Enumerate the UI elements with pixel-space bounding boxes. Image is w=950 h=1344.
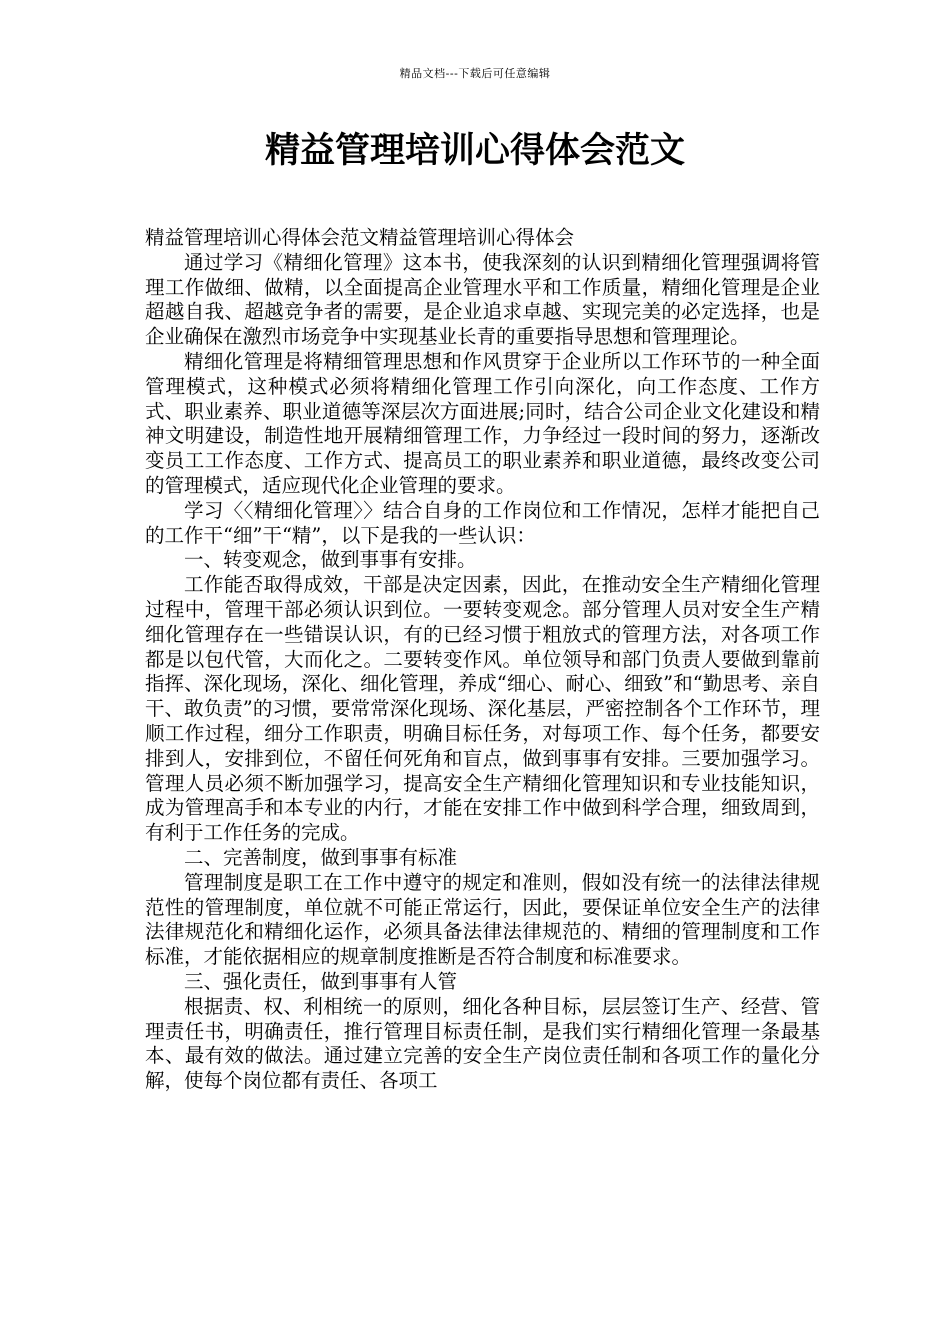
subtitle-paragraph: 精益管理培训心得体会范文精益管理培训心得体会 (145, 226, 575, 249)
body-paragraph: 精细化管理是将精细管理思想和作风贯穿于企业所以工作环节的一种全面管理模式，这种模式必须将精细化管理工作引向深化，向工作态度、工作方式、职业素养、职业道德等深层次方面进展;同时，结合公司企业文化建设和精神文明建设，制造性地开展精细管理工作，力争经过一段时间的努力，逐渐改变员工工作态度、工作方式、提高员工的职业素养和职业道德，最终改变公司的管理模式，适应现代化企业管理的要求。 (145, 349, 820, 497)
body-paragraph: 根据责、权、利相统一的原则，细化各种目标，层层签订生产、经营、管理责任书，明确责任，推行管理目标责任制，是我们实行精细化管理一条最基本、最有效的做法。通过建立完善的安全生产岗位责任制和各项工作的量化分解，使每个岗位都有责任、各项工 (145, 994, 820, 1093)
body-paragraph: 工作能否取得成效，干部是决定因素，因此，在推动安全生产精细化管理过程中，管理干部必须认识到位。一要转变观念。部分管理人员对安全生产精细化管理存在一些错误认识，有的已经习惯于粗放式的管理方法，对各项工作都是以包代管，大而化之。二要转变作风。单位领导和部门负责人要做到靠前指挥、深化现场，深化、细化管理，养成“细心、耐心、细致”和“勤思考、亲自干、敢负责”的习惯，要常常深化现场、深化基层，严密控制各个工作环节，理顺工作过程，细分工作职责，明确目标任务，对每项工作、每个任务，都要安排到人，安排到位，不留任何死角和盲点，做到事事有安排。三要加强学习。管理人员必须不断加强学习，提高安全生产精细化管理知识和专业技能知识，成为管理高手和本专业的内行，才能在安排工作中做到科学合理，细致周到，有利于工作任务的完成。 (145, 573, 820, 845)
header-note: 精品文档---下载后可任意编辑 (399, 67, 551, 80)
body-paragraph: 管理制度是职工在工作中遵守的规定和准则，假如没有统一的法律法律规范性的管理制度，单位就不可能正常运行，因此，要保证单位安全生产的法律法律规范化和精细化运作，必须具备法律法律规范的、精细的管理制度和工作标准，才能依据相应的规章制度推断是否符合制度和标准要求。 (145, 870, 820, 969)
document-body (145, 226, 820, 1094)
body-paragraph: 学习〈〈精细化管理〉〉结合自身的工作岗位和工作情况，怎样才能把自己的工作干“细”干“精”，以下是我的一些认识： (145, 498, 820, 547)
document-title: 精益管理培训心得体会范文 (264, 131, 685, 171)
body-paragraph: 通过学习《精细化管理》这本书，使我深刻的认识到精细化管理强调将管理工作做细、做精，以全面提高企业管理水平和工作质量，精细化管理是企业超越自我、超越竞争者的需要，是企业追求卓越、实现完美的必定选择，也是企业确保在激烈市场竞争中实现基业长青的重要指导思想和管理理论。 (145, 250, 820, 349)
section-heading: 一、转变观念，做到事事有安排。 (184, 548, 477, 572)
section-heading: 三、强化责任，做到事事有人管 (184, 969, 458, 993)
section-heading: 二、完善制度，做到事事有标准 (184, 845, 458, 869)
